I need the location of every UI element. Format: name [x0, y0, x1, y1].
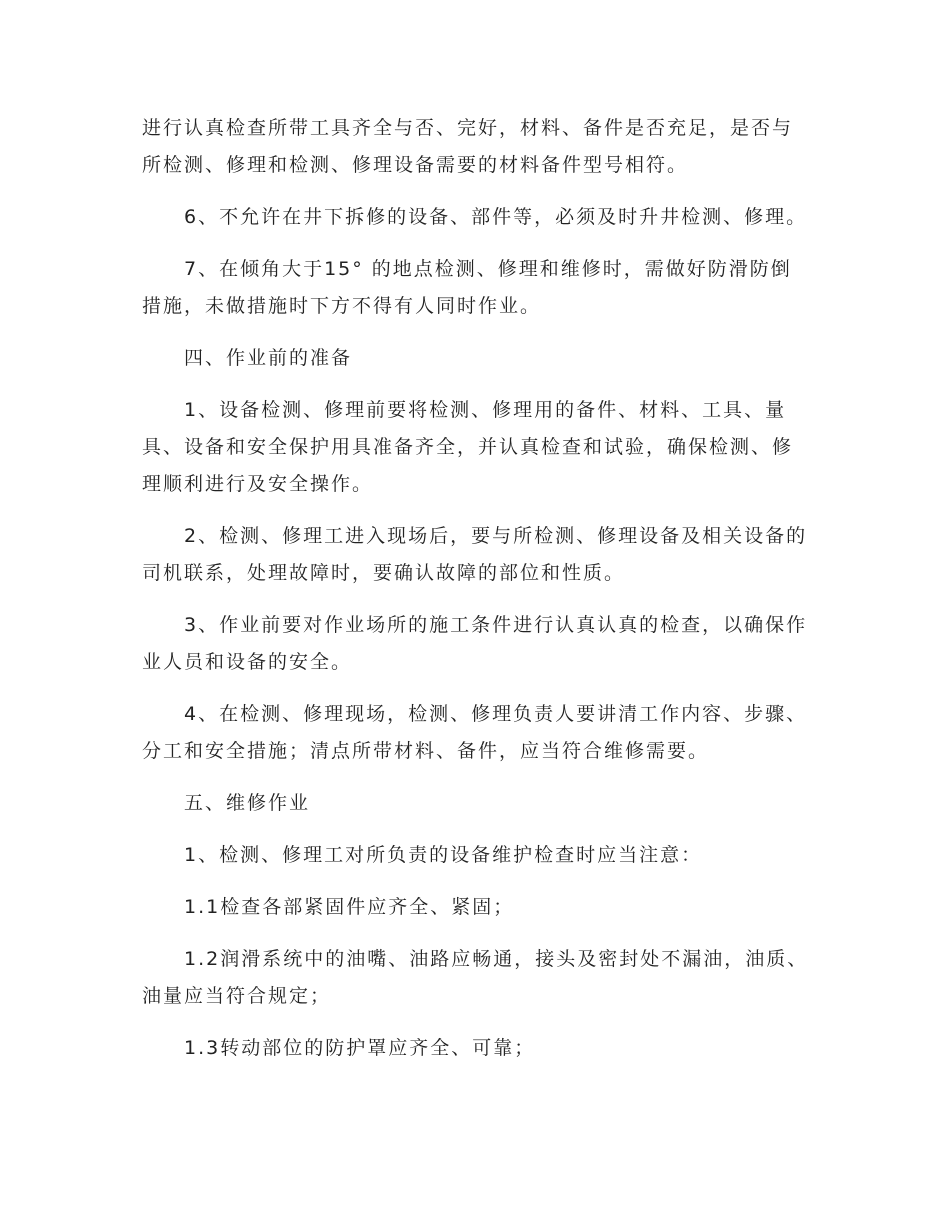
paragraph-11: 1.1检查各部紧固件应齐全、紧固；: [184, 896, 515, 918]
paragraph-8: 4、在检测、修理现场，检测、修理负责人要讲清工作内容、步骤、分工和安全措施；清点所带材料、备件，应当符合维修需要。: [142, 703, 808, 762]
paragraph-1: 进行认真检查所带工具齐全与否、完好，材料、备件是否充足，是否与所检测、修理和检测、修理设备需要的材料备件型号相符。: [142, 117, 794, 176]
section-heading-4: 四、作业前的准备: [184, 347, 353, 369]
paragraph-5: 1、设备检测、修理前要将检测、修理用的备件、材料、工具、量具、设备和安全保护用具准备齐全，并认真检查和试验，确保检测、修理顺利进行及安全操作。: [142, 399, 794, 495]
paragraph-10: 1、检测、修理工对所负责的设备维护检查时应当注意：: [184, 844, 703, 866]
paragraph-2: 6、不允许在井下拆修的设备、部件等，必须及时升井检测、修理。: [184, 206, 808, 228]
paragraph-13: 1.3转动部位的防护罩应齐全、可靠；: [184, 1037, 536, 1059]
paragraph-7: 3、作业前要对作业场所的施工条件进行认真认真的检查，以确保作业人员和设备的安全。: [142, 614, 808, 673]
section-heading-5: 五、维修作业: [184, 792, 311, 814]
document-body: [142, 110, 812, 1082]
paragraph-12: 1.2润滑系统中的油嘴、油路应畅通，接头及密封处不漏油，油质、油量应当符合规定；: [142, 948, 809, 1007]
paragraph-6: 2、检测、修理工进入现场后，要与所检测、修理设备及相关设备的司机联系，处理故障时，要确认故障的部位和性质。: [142, 525, 808, 584]
paragraph-3: 7、在倾角大于15° 的地点检测、修理和维修时，需做好防滑防倒措施，未做措施时下方不得有人同时作业。: [142, 258, 792, 317]
